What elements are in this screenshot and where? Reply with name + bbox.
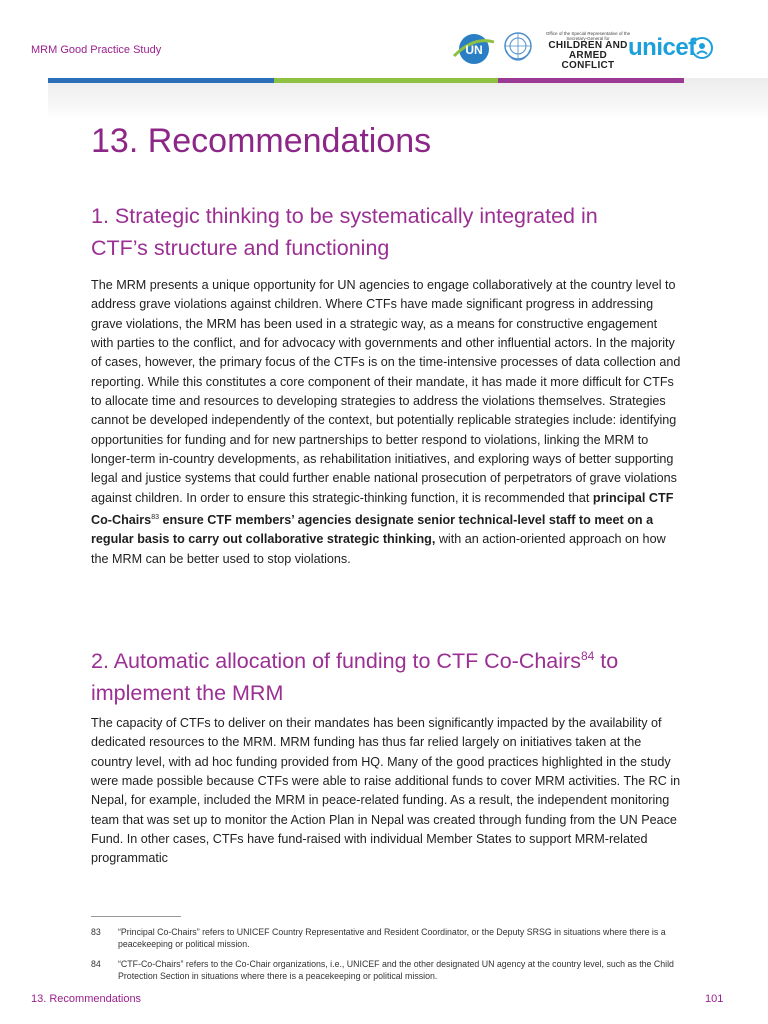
header-band [48, 78, 768, 120]
section-1-title-line1: 1. Strategic thinking to be systematically integrated in [91, 204, 598, 228]
footnote-number: 84 [91, 959, 101, 969]
caac-logo-line1: CHILDREN AND [548, 40, 628, 51]
section-1-text-before-bold: The MRM presents a unique opportunity for UN agencies to engage collaboratively at the country level to address grave violations against children. Where CTFs have made significant progress in addressing grave violations, the MRM has been used in a strategic way, as a means for constructive engagement with parties to the conflict, and for advocacy with governments and other influential actors. In the majority of cases, however, the primary focus of the CTFs is on the time-intensive processes of data collection and reporting. While this constitutes a core component of their mandate, it has made it more difficult for CTFs to allocate time and resources to developing strategies to address the violations themselves. Strategies cannot be developed independently of the context, but potentially replicable strategies include: identifying opportunities for funding and for new partnerships to better respond to violations, linking the MRM to longer-term in-country developments, as rehabilitation initiatives, and exploring ways of better supporting legal and justice systems that could further enable national prosecution of perpetrators of grave violations against children. In order to ensure this strategic-thinking function, it is recommended that [91, 278, 681, 505]
section-2-title-part1: 2. Automatic allocation of funding to CTF Co-Chairs [91, 649, 581, 673]
footnote-number: 83 [91, 927, 101, 937]
unicef-logo: unicef [628, 34, 696, 61]
color-bar-blue [48, 78, 274, 83]
caac-logo-line2: ARMED CONFLICT [561, 50, 615, 71]
section-1-text-after-bold: with an action-oriented approach on how the MRM can be better used to stop violations. [91, 532, 666, 566]
caac-logo-subtitle: Office of the Special Representative of the Secretary-General for [545, 31, 631, 41]
section-2-paragraph: The capacity of CTFs to deliver on their mandates has been significantly impacted by the availability of dedicated resources to the MRM. MRM funding has thus far relied largely on initiatives taken at the country level, with ad hoc funding provided from HQ. Many of the good practices highlighted in the study were made possible because CTFs were able to raise additional funds to cover MRM activities. The RC in Nepal, for example, included the MRM in peace-related funding. As a result, the independent monitoring team that was set up to monitor the Action Plan in Nepal was created through funding from the UN Peace Fund. In other cases, CTFs have fund-raised with individual Member States to support MRM-related programmatic [91, 716, 681, 866]
chapter-title: 13. Recommendations [91, 122, 432, 160]
running-header-title: MRM Good Practice Study [31, 44, 162, 56]
un-logo-text: UN [465, 43, 483, 57]
footnote-ref-83[interactable]: 83 [151, 514, 159, 522]
footnote-divider [91, 916, 181, 917]
section-2-title [91, 640, 671, 709]
footnote-text: “CTF-Co-Chairs” refers to the Co-Chair organizations, i.e., UNICEF and the other designated UN agency at the country level, such as the Child Protection Section in situations where there is a peacekeeping or political mission. [118, 959, 674, 981]
section-2-title-line2: implement the MRM [91, 681, 284, 705]
page-number: 101 [705, 993, 724, 1005]
section-1-paragraph [91, 276, 681, 569]
section-1-bold-2: ensure CTF members’ agencies designate senior technical-level staff to meet on a regular basis to carry out collaborative strategic thinking, [91, 513, 654, 547]
section-2-title-part2: to [594, 649, 619, 673]
footnote-text: “Principal Co-Chairs” refers to UNICEF Country Representative and Resident Coordinator, or the Deputy SRSG in situations where there is a peacekeeping or political mission. [118, 927, 666, 949]
color-bar-purple [498, 78, 684, 83]
partner-logos [450, 28, 750, 72]
running-footer-chapter: 13. Recommendations [31, 993, 142, 1005]
section-2-title-footnote-ref[interactable]: 84 [580, 649, 595, 663]
section-1-title-line2: CTF’s structure and functioning [91, 236, 390, 260]
un-logo-icon [450, 32, 498, 66]
caac-logo [542, 32, 634, 71]
color-bar-green [274, 78, 498, 83]
unicef-globe-icon [690, 36, 714, 60]
section-1-bold-1: principal CTF Co-Chairs [91, 490, 674, 528]
un-emblem-icon [502, 30, 534, 62]
section-1-title [91, 200, 671, 264]
